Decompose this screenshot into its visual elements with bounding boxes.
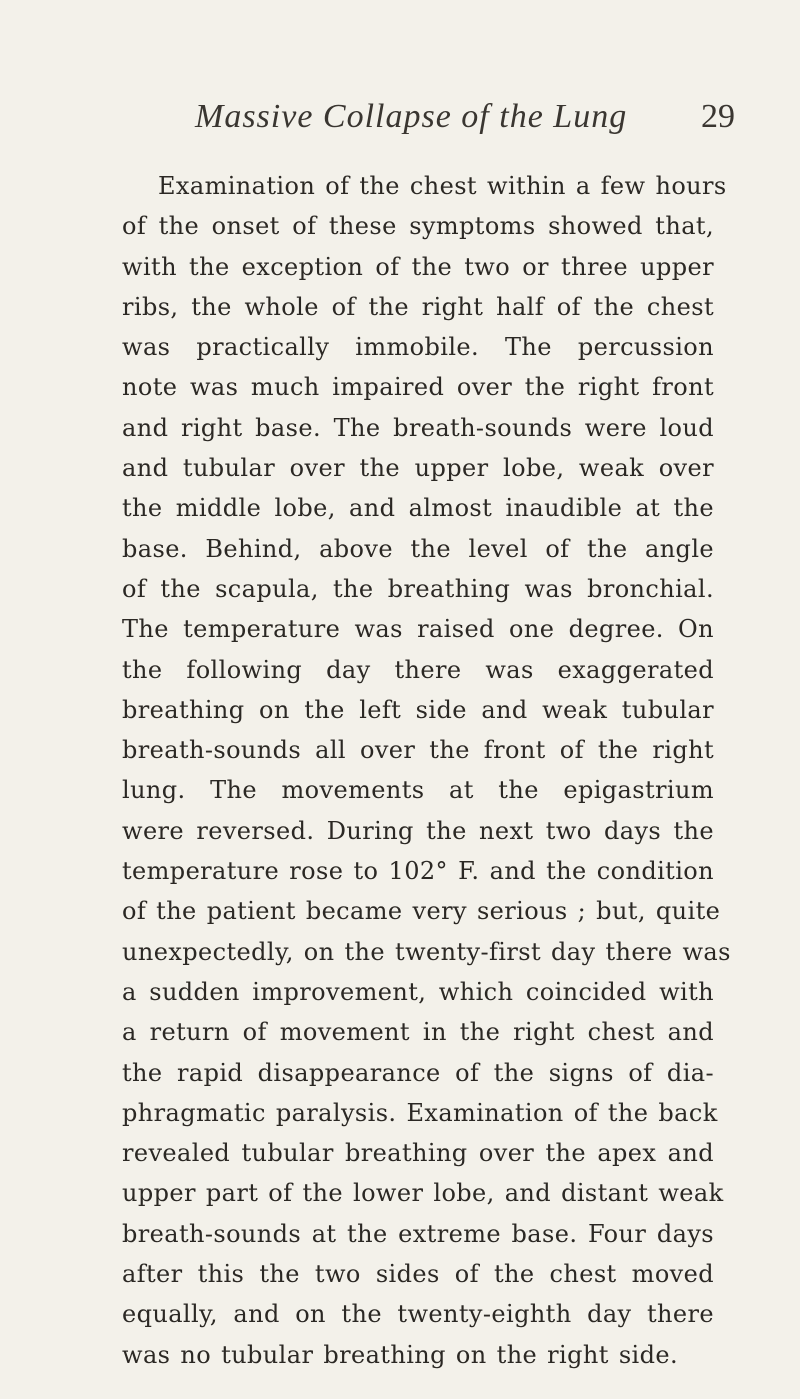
text-line: upper part of the lower lobe, and distant weak: [122, 1179, 724, 1208]
text-line: breath-sounds at the extreme base. Four days: [122, 1219, 714, 1248]
text-line: Examination of the chest within a few hours: [158, 172, 727, 200]
text-line: a sudden improvement, which coincided with: [122, 977, 714, 1006]
text-line: and right base. The breath-sounds were loud: [122, 413, 714, 442]
text-line: a return of movement in the right chest and: [122, 1018, 714, 1047]
text-line: was no tubular breathing on the right side.: [122, 1340, 679, 1369]
text-line: of the patient became very serious ; but, quite: [122, 897, 721, 926]
text-line: base. Behind, above the level of the angle: [122, 534, 714, 563]
text-line: after this the two sides of the chest moved: [122, 1260, 714, 1289]
text-line: equally, and on the twenty-eighth day there: [122, 1300, 714, 1329]
text-line: the rapid disappearance of the signs of dia-: [122, 1058, 714, 1087]
text-line: breathing on the left side and weak tubular: [122, 695, 714, 724]
text-line: temperature rose to 102° F. and the condition: [122, 857, 714, 886]
text-line: unexpectedly, on the twenty-first day there was: [122, 937, 731, 966]
text-line: was practically immobile. The percussion: [122, 333, 714, 362]
text-line: revealed tubular breathing over the apex and: [122, 1139, 714, 1168]
text-line: lung. The movements at the epigastrium: [122, 776, 714, 805]
text-line: of the scapula, the breathing was bronchial.: [122, 574, 714, 603]
text-line: the middle lobe, and almost inaudible at the: [122, 494, 714, 523]
text-line: were reversed. During the next two days the: [122, 816, 714, 845]
running-title: Massive Collapse of the Lung: [195, 98, 628, 135]
text-line: phragmatic paralysis. Examination of the back: [122, 1098, 718, 1127]
body-paragraph: [122, 166, 731, 1375]
text-line: and tubular over the upper lobe, weak over: [122, 454, 714, 483]
page-number: 29: [701, 98, 735, 135]
text-line: The temperature was raised one degree. On: [122, 615, 714, 644]
text-line: with the exception of the two or three upper: [122, 252, 714, 281]
text-line: ribs, the whole of the right half of the chest: [122, 292, 714, 321]
text-line: of the onset of these symptoms showed that,: [122, 212, 714, 241]
text-line: note was much impaired over the right front: [122, 373, 714, 402]
text-line: breath-sounds all over the front of the right: [122, 736, 714, 765]
running-head: [195, 98, 735, 138]
text-line: the following day there was exaggerated: [122, 655, 714, 684]
